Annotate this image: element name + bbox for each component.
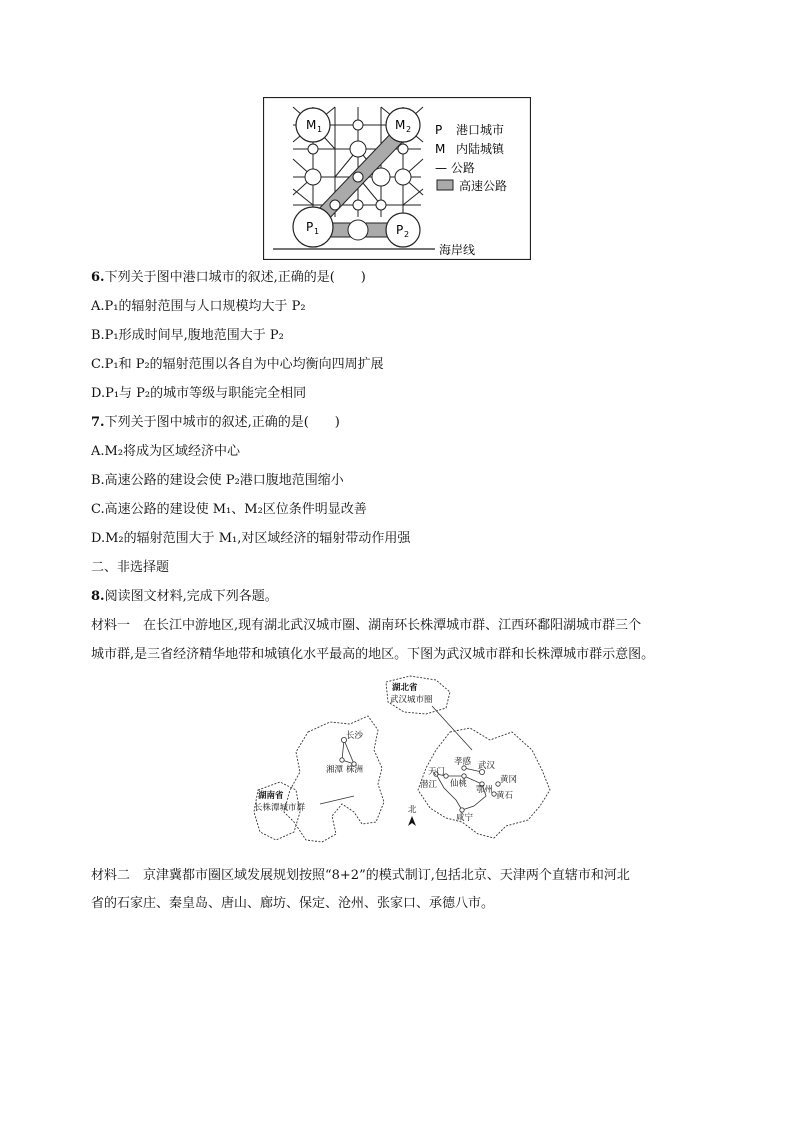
north-arrow-icon bbox=[408, 816, 416, 826]
city-changsha: 长沙 bbox=[346, 731, 364, 741]
svg-text:1: 1 bbox=[317, 125, 323, 134]
city-xiaogan: 孝感 bbox=[454, 757, 472, 767]
svg-text:高速公路: 高速公路 bbox=[459, 179, 508, 193]
q7-option-b: B.高速公路的建设会使 P₂港口腹地范围缩小 bbox=[91, 473, 344, 488]
q7-stem: 7.下列关于图中城市的叙述,正确的是( ) bbox=[91, 415, 340, 430]
material1-line2: 城市群,是三省经济精华地带和城镇化水平最高的地区。下图为武汉城市群和长株潭城市群示意图。 bbox=[91, 647, 655, 662]
svg-text:M: M bbox=[395, 118, 406, 132]
q7-option-a: A.M₂将成为区域经济中心 bbox=[91, 444, 241, 459]
svg-text:P: P bbox=[396, 223, 404, 237]
wuhan-circle-label: 武汉城市圈 bbox=[390, 695, 433, 705]
q6-option-d: D.P₁与 P₂的城市等级与职能完全相同 bbox=[91, 386, 307, 401]
city-wuhan: 武汉 bbox=[478, 761, 496, 771]
svg-text:M: M bbox=[306, 118, 317, 132]
q6-stem: 6.下列关于图中港口城市的叙述,正确的是( ) bbox=[91, 270, 366, 285]
p1-city bbox=[293, 207, 333, 247]
svg-text:— 公路: — 公路 bbox=[435, 161, 475, 175]
svg-text:港口城市: 港口城市 bbox=[456, 123, 505, 137]
material2-line1: 材料二 京津冀都市圈区域发展规划按照“8+2”的模式制订,包括北京、天津两个直辖市和河北 bbox=[91, 868, 630, 883]
hubei-title: 湖北省 bbox=[392, 683, 418, 693]
coastline-label: 海岸线 bbox=[439, 243, 476, 257]
q6-option-a: A.P₁的辐射范围与人口规模均大于 P₂ bbox=[91, 299, 306, 314]
city-xiangtan: 湘潭 bbox=[326, 765, 344, 775]
p2-city bbox=[386, 213, 420, 247]
material2-line2: 省的石家庄、秦皇岛、唐山、廊坊、保定、沧州、张家口、承德八市。 bbox=[91, 896, 495, 911]
m2-city bbox=[386, 108, 420, 142]
q8-stem: 8.阅读图文材料,完成下列各题。 bbox=[91, 589, 278, 604]
svg-text:P: P bbox=[306, 220, 314, 234]
q7-option-c: C.高速公路的建设使 M₁、M₂区位条件明显改善 bbox=[91, 502, 367, 517]
svg-text:1: 1 bbox=[314, 227, 320, 236]
m1-city bbox=[296, 108, 330, 142]
svg-text:M: M bbox=[435, 142, 446, 156]
svg-text:内陆城镇: 内陆城镇 bbox=[456, 142, 505, 156]
material1-line1: 材料一 在长江中游地区,现有湖北武汉城市圈、湖南环长株潭城市群、江西环鄱阳湖城市群三个 bbox=[91, 618, 642, 633]
svg-text:P: P bbox=[435, 123, 443, 137]
city-tianmen: 天门 bbox=[428, 767, 446, 777]
north-label: 北 bbox=[408, 805, 417, 815]
q6-option-b: B.P₁形成时间早,腹地范围大于 P₂ bbox=[91, 328, 284, 343]
q7-option-d: D.M₂的辐射范围大于 M₁,对区域经济的辐射带动作用强 bbox=[91, 531, 411, 546]
hunan-cluster-boundary bbox=[284, 716, 384, 842]
port-city-diagram bbox=[263, 97, 531, 260]
czt-group-label: 长株潭城市群 bbox=[254, 803, 306, 813]
city-cluster-map bbox=[250, 672, 580, 854]
city-xianning: 咸宁 bbox=[456, 813, 474, 823]
city-ezhou: 鄂州 bbox=[476, 785, 494, 795]
section-heading: 二、非选择题 bbox=[91, 560, 170, 575]
q6-option-c: C.P₁和 P₂的辐射范围以各自为中心均衡向四周扩展 bbox=[91, 357, 384, 372]
city-qianjiang: 潜江 bbox=[420, 780, 438, 790]
svg-text:2: 2 bbox=[406, 125, 412, 134]
hunan-title: 湖南省 bbox=[258, 791, 284, 801]
svg-text:2: 2 bbox=[404, 230, 410, 239]
city-huangshi: 黄石 bbox=[496, 791, 514, 801]
city-huanggang: 黄冈 bbox=[500, 775, 518, 785]
city-zhuzhou: 株洲 bbox=[346, 765, 364, 775]
city-xiantao: 仙桃 bbox=[450, 779, 468, 789]
